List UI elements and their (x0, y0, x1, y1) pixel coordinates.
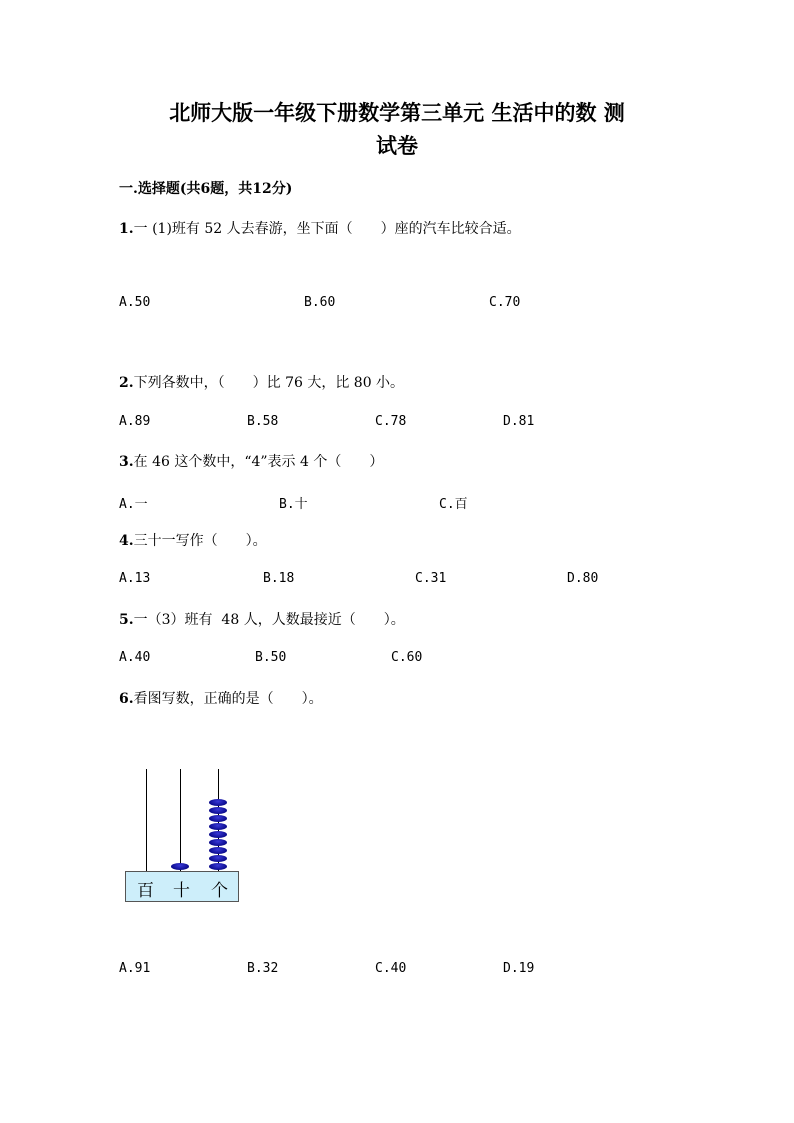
abacus-bead-tens (171, 863, 189, 870)
option-3b[interactable]: B.十 (279, 497, 308, 512)
abacus-bead-ones (209, 863, 227, 870)
question-number: 3. (119, 454, 134, 470)
title-line-2: 试卷 (376, 133, 418, 158)
question-number: 5. (119, 612, 134, 628)
abacus-label-ones: 个 (211, 881, 228, 901)
option-4c[interactable]: C.31 (415, 571, 447, 586)
option-1b[interactable]: B.60 (304, 295, 336, 310)
question-4 (119, 530, 267, 550)
abacus-bead-ones (209, 815, 227, 822)
option-2c[interactable]: C.78 (375, 414, 407, 429)
option-6c[interactable]: C.40 (375, 961, 407, 976)
option-1a[interactable]: A.50 (119, 295, 151, 310)
question-number: 6. (119, 691, 134, 707)
question-2 (119, 372, 404, 392)
option-5c[interactable]: C.60 (391, 650, 423, 665)
abacus-label-tens: 十 (173, 881, 190, 901)
abacus-bead-ones (209, 831, 227, 838)
option-4b[interactable]: B.18 (263, 571, 295, 586)
option-3c[interactable]: C.百 (439, 497, 468, 512)
question-5 (119, 609, 405, 629)
abacus-bead-ones (209, 847, 227, 854)
question-text: 三十一写作（ ）。 (133, 533, 267, 549)
option-2b[interactable]: B.58 (247, 414, 279, 429)
option-2a[interactable]: A.89 (119, 414, 151, 429)
question-text: 看图写数，正确的是（ ）。 (133, 691, 323, 707)
abacus-label-hundreds: 百 (137, 881, 154, 901)
abacus-bead-ones (209, 807, 227, 814)
question-6 (119, 688, 323, 708)
question-1 (119, 218, 521, 238)
abacus-bead-ones (209, 839, 227, 846)
question-3 (119, 451, 383, 471)
option-6a[interactable]: A.91 (119, 961, 151, 976)
question-number: 2. (119, 375, 134, 391)
question-text: 一 (1)班有 52 人去春游，坐下面（ ）座的汽车比较合适。 (133, 221, 521, 237)
option-3a[interactable]: A.一 (119, 497, 148, 512)
abacus-bead-ones (209, 823, 227, 830)
option-4a[interactable]: A.13 (119, 571, 151, 586)
question-text: 一（3）班有 48 人，人数最接近（ ）。 (133, 612, 405, 628)
title-line-1: 北师大版一年级下册数学第三单元 生活中的数 测 (169, 100, 625, 125)
question-text: 下列各数中，（ ）比 76 大，比 80 小。 (133, 375, 405, 391)
page-title (0, 96, 794, 162)
option-1c[interactable]: C.70 (489, 295, 521, 310)
option-2d[interactable]: D.81 (503, 414, 535, 429)
abacus-bead-ones (209, 855, 227, 862)
option-5a[interactable]: A.40 (119, 650, 151, 665)
question-number: 4. (119, 533, 134, 549)
abacus-bead-ones (209, 799, 227, 806)
abacus-rod-tens (180, 769, 181, 871)
question-number: 1. (119, 221, 134, 237)
question-text: 在 46 这个数中，“4”表示 4 个（ ） (133, 454, 384, 470)
option-5b[interactable]: B.50 (255, 650, 287, 665)
abacus-rod-hundreds (146, 769, 147, 871)
option-4d[interactable]: D.80 (567, 571, 599, 586)
option-6b[interactable]: B.32 (247, 961, 279, 976)
option-6d[interactable]: D.19 (503, 961, 535, 976)
section-heading: 一.选择题(共6题，共12分) (119, 181, 293, 197)
